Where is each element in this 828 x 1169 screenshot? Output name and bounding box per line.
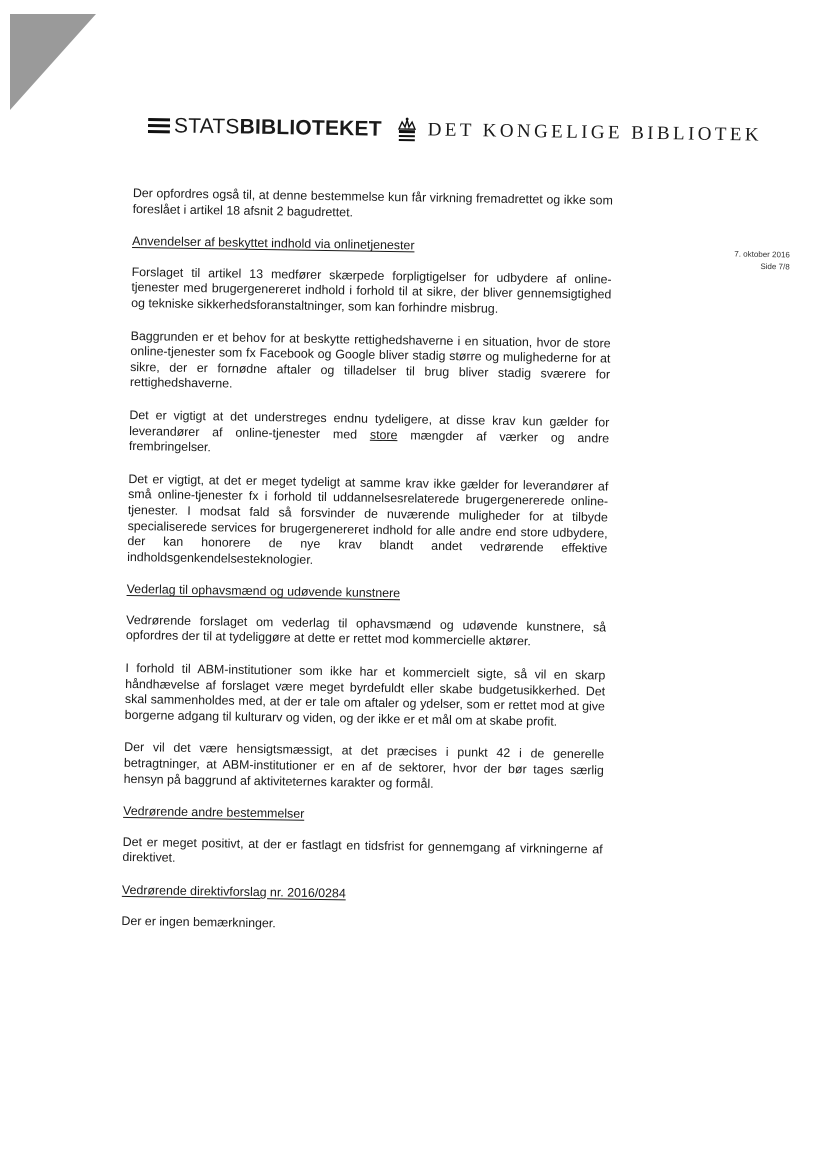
letter-body <box>121 186 613 954</box>
paragraph: Det er vigtigt, at det er meget tydeligt at samme krav ikke gælder for leverandører af små online-tjenester fx i forhold til uddannelsesrelaterede brugergenererede online-tjenester. I modsat fald så forsvinder de nuværende muligheder for at tilbyde specialiserede services for brugergenereret indhold for alle andre end store udbydere, der kan honorere de nye krav blandt andet vedrørende effektive indholdsgenkendelsesteknologier. <box>127 471 609 567</box>
letterhead <box>148 104 769 158</box>
paragraph: Der opfordres også til, at denne bestemmelse kun får virkning fremadrettet og ikke som foreslået i artikel 18 afsnit 2 bagudrettet. <box>132 186 613 220</box>
statsbiblioteket-logo-icon <box>148 116 170 136</box>
section-heading: Anvendelser af beskyttet indhold via onlinetjenester <box>132 234 415 253</box>
paragraph: Baggrunden er et behov for at beskytte rettighedshaverne i en situation, hvor de store online-tjenester som fx Facebook og Google bliver stadig større og mulighederne for at sikre, der er fornødne aftaler og tilladelser til brug bliver stadig sværere for rettighedshaverne. <box>129 328 611 391</box>
paragraph: Forslaget til artikel 13 medfører skærpede forpligtigelser for udbydere af online-tjenester med brugergenereret indhold i forhold til at sikre, der bliver gennemsigtighed og tekniske sikkerhedsforanstaltninger, som kan forhindre misbrug. <box>131 264 612 316</box>
paragraph: Det er vigtigt at det understreges endnu tydeligere, at disse krav kun gælder for leverandører af online-tjenester med store mængder af værker og andre frembringelser. <box>128 407 610 455</box>
sidebar-meta <box>700 248 790 273</box>
statsbiblioteket-name: STATSBIBLIOTEKET <box>173 114 382 141</box>
page-number: Side 7/8 <box>760 261 790 272</box>
folded-corner <box>10 14 96 110</box>
paragraph: Det er meget positivt, at der er fastlagt en tidsfrist for gennemgang af virkningerne af direktivet. <box>122 834 603 866</box>
section-heading: Vedrørende direktivforslag nr. 2016/0284 <box>121 882 346 901</box>
section-heading: Vedrørende andre bestemmelser <box>123 804 305 821</box>
letter-date: 7. oktober 2016 <box>734 249 790 260</box>
paragraph: Der er ingen bemærkninger. <box>121 913 276 930</box>
crown-icon <box>396 117 418 143</box>
paragraph: Der vil det være hensigtsmæssigt, at det præcises i punkt 42 i de generelle betragtninger, at ABM-institutioner er en af de sektorer, hvor der bør tages særlig hensyn på baggrund af aktiviteternes karakter og formål. <box>123 740 605 791</box>
underlined-word: store <box>369 427 398 442</box>
paragraph: Vedrørende forslaget om vederlag til ophavsmænd og udøvende kunstnere, så opfordres der til at tydeliggøre at dette er rettet mod kommercielle aktører. <box>125 612 607 649</box>
kb-name: DET KONGELIGE BIBLIOTEK <box>427 119 763 146</box>
paragraph: I forhold til ABM-institutioner som ikke har et kommercielt sigte, så vil en skarp håndhævelse af forslaget være meget byrdefuldt eller skabe budgetusikkerhed. Det skal sammenholdes med, at der er tale om aftaler og ydelser, som er rettet mod at give borgerne adgang til kulturarv og viden, og der ikke er et mål om at skabe profit. <box>124 661 606 729</box>
section-heading: Vederlag til ophavsmænd og udøvende kunstnere <box>126 582 401 601</box>
